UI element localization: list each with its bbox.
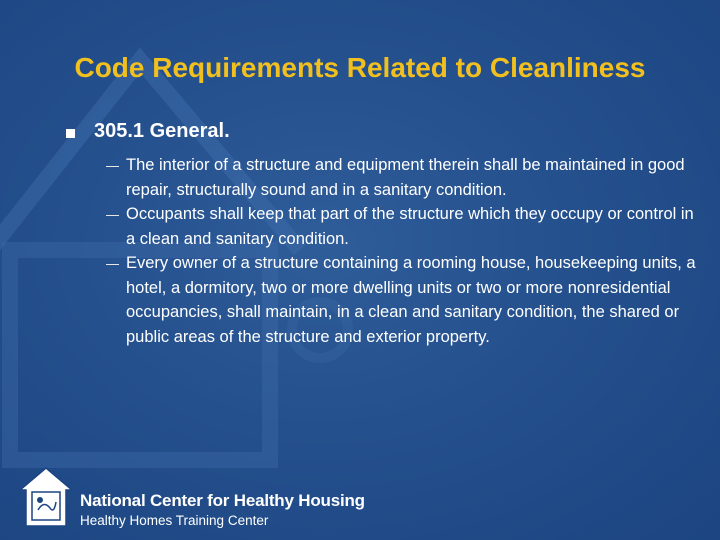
sub-bullet-item: [106, 202, 696, 251]
sub-bullet-text: Every owner of a structure containing a rooming house, housekeeping units, a hotel, a dormitory, two or more dwelling units or two or more nonresidential occupancies, shall maintain, in a clean and sanitary condition, the shared or public areas of the structure and exterior property.: [126, 254, 696, 346]
house-logo-icon: [18, 466, 74, 528]
sub-bullet-text: The interior of a structure and equipment therein shall be maintained in good repair, structurally sound and in a sanitary condition.: [126, 156, 685, 199]
organization-name: National Center for Healthy Housing: [80, 491, 365, 510]
dash-bullet-icon: [106, 166, 119, 167]
slide-title: Code Requirements Related to Cleanliness: [74, 52, 646, 83]
dash-bullet-icon: [106, 215, 119, 216]
sub-bullet-item: [106, 251, 696, 349]
organization-subtitle: Healthy Homes Training Center: [80, 513, 269, 528]
sub-bullet-item: [106, 153, 696, 202]
square-bullet-icon: [66, 129, 75, 138]
sub-bullet-list: [106, 153, 696, 349]
dash-bullet-icon: [106, 264, 119, 265]
bullet-heading: 305.1 General.: [94, 120, 230, 142]
sub-bullet-text: Occupants shall keep that part of the structure which they occupy or control in a clean and sanitary condition.: [126, 205, 694, 248]
